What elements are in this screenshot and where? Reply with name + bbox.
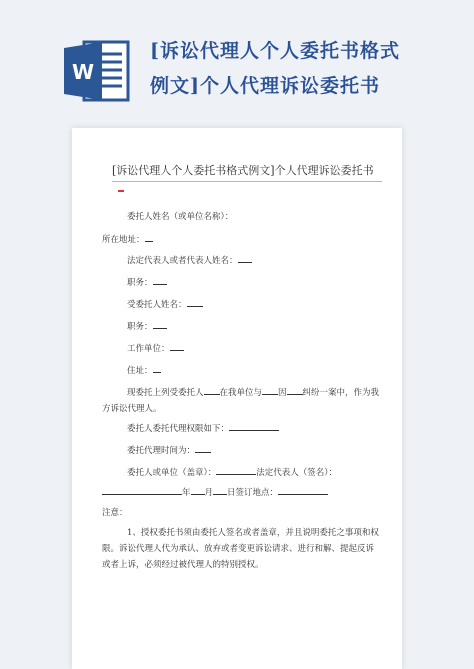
signature-text-b: 法定代表人（签名）： — [256, 468, 338, 478]
document-page — [72, 128, 402, 669]
client-name-label: 委托人姓名（或单位名称） — [127, 212, 225, 222]
agent-name-blank — [187, 298, 203, 307]
authority-line — [127, 422, 279, 434]
work-unit-blank — [170, 342, 184, 351]
reason-blank — [287, 386, 303, 395]
residence-line: 住址： — [127, 364, 161, 376]
note-heading: 注意： — [102, 508, 128, 518]
note-1-line-1: 1、授权委托书须由委托人签名或者盖章，并且说明委托之事项和权 — [127, 528, 379, 538]
position2-label: 职务 — [127, 322, 145, 332]
entrust-text-a: 现委托上列受委托人 — [127, 388, 204, 398]
agent-name-label: 受委托人姓名 — [127, 300, 179, 310]
position1-line: 职务： — [127, 276, 167, 288]
residence-label: 住址 — [127, 366, 145, 376]
signature-line — [127, 466, 337, 478]
date-place-line — [102, 486, 328, 498]
authority-label: 委托人委托代理权限如下： — [127, 424, 230, 434]
legal-rep-line: 法定代表人或者代表人姓名： — [127, 254, 252, 266]
client-name-line: 委托人姓名（或单位名称）： — [127, 212, 234, 222]
address-blank — [145, 233, 153, 242]
position2-line: 职务： — [127, 320, 167, 332]
document-title: [诉讼代理人个人委托书格式例文]个人代理诉讼委托书 — [112, 164, 374, 177]
day-blank — [213, 486, 227, 495]
position2-blank — [153, 320, 167, 329]
note-1-line-3: 或者上诉，必须经过被代理人的特别授权。 — [102, 560, 264, 570]
work-unit-label: 工作单位 — [127, 344, 162, 354]
legal-rep-blank — [238, 254, 252, 263]
note-1-line-2: 限。诉讼代理人代为承认、放弃或者变更诉讼请求、进行和解、提起反诉 — [102, 544, 375, 554]
duration-label: 委托代理时间为 — [127, 446, 187, 456]
address-label: 所在地址 — [102, 235, 137, 245]
svg-text:W: W — [71, 60, 95, 84]
year-label: 年 — [182, 488, 191, 498]
place-blank — [278, 486, 328, 495]
legal-rep-label: 法定代表人或者代表人姓名 — [127, 256, 230, 266]
duration-blank — [195, 444, 211, 453]
agent-name-line: 受委托人姓名： — [127, 298, 203, 310]
signature-text-a: 委托人或单位（盖章）： — [127, 468, 217, 478]
entrust-line — [127, 386, 379, 398]
title-divider — [112, 181, 382, 182]
residence-blank — [153, 364, 161, 373]
cursor-mark — [118, 190, 124, 192]
duration-line: 委托代理时间为： — [127, 444, 211, 456]
position1-label: 职务 — [127, 278, 145, 288]
year-blank — [102, 486, 182, 495]
opponent-blank — [262, 386, 278, 395]
month-blank — [191, 486, 205, 495]
page-title-line1: [诉讼代理人个人委托书格式 — [150, 40, 400, 62]
agent-blank — [204, 386, 220, 395]
position1-blank — [153, 276, 167, 285]
entrust-text-b: 在我单位与 — [219, 388, 263, 398]
work-unit-line: 工作单位： — [127, 342, 184, 354]
entrust-text-c: 因 — [278, 388, 287, 398]
word-document-icon — [62, 36, 132, 106]
seal-blank — [216, 466, 256, 475]
entrust-line-2: 方诉讼代理人。 — [102, 404, 162, 414]
page-title — [150, 34, 460, 104]
page-title-line2: 例文]个人代理诉讼委托书 — [150, 75, 380, 97]
entrust-text-d: 纠纷一案中，作为我 — [302, 388, 380, 398]
address-line: 所在地址： — [102, 233, 153, 245]
header — [0, 0, 474, 120]
day-place-label: 日签订地点： — [227, 488, 279, 498]
month-label: 月 — [204, 488, 214, 498]
authority-blank — [229, 422, 279, 431]
